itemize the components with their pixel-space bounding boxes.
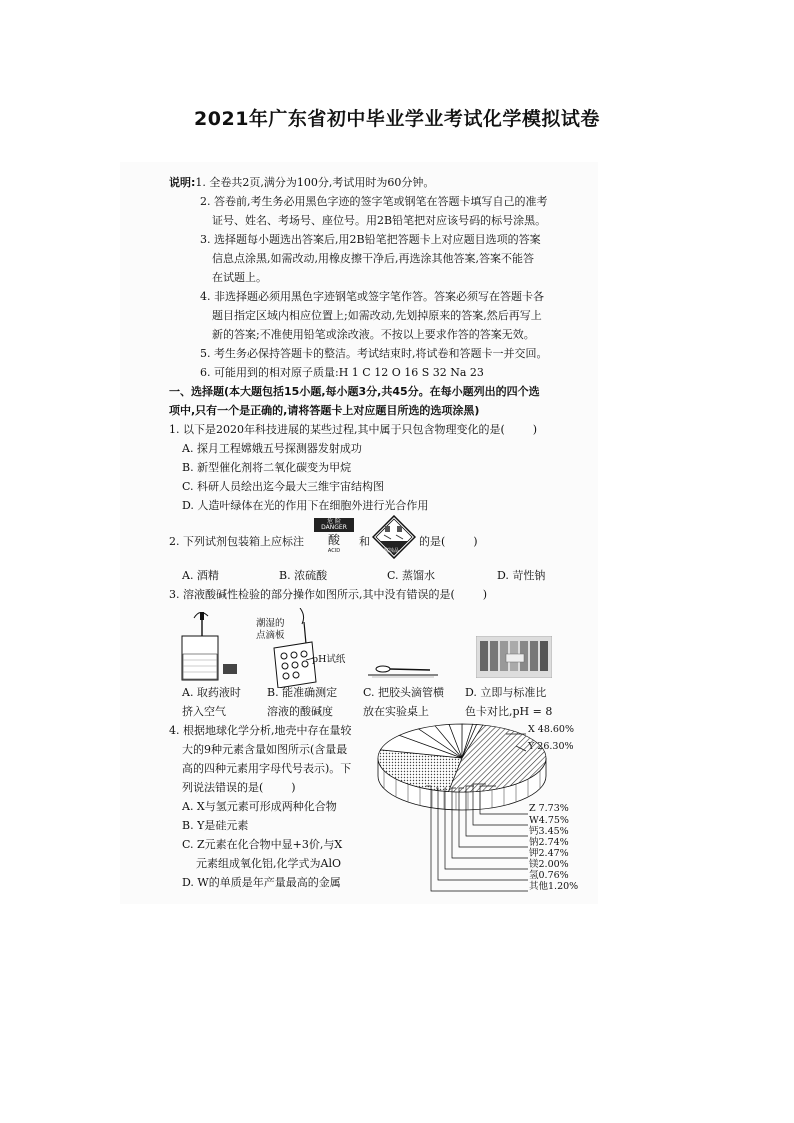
q4-stem-line1: 4. 根据地球化学分析,地壳中存在量较	[169, 724, 352, 737]
acid-label-icon: 危 险 DANGER 酸 ACID	[314, 518, 354, 566]
pie-label-h: 氢0.76%	[529, 870, 569, 881]
q1-option-d: D. 人造叶绿体在光的作用下在细胞外进行光合作用	[182, 499, 429, 512]
pie-label-mg: 镁2.00%	[529, 859, 569, 870]
instructions-item4-line2: 题目指定区域内相应位置上;如需改动,先划掉原来的答案,然后再写上	[212, 309, 542, 322]
instructions-item2-line1: 2. 答卷前,考生务必用黑色字迹的签字笔或钢笔在答题卡填写自己的准考	[200, 195, 548, 208]
q1-stem: 1. 以下是2020年科技进展的某些过程,其中属于只包含物理变化的是( )	[169, 423, 538, 436]
pie-label-w: W4.75%	[529, 815, 569, 826]
q3-option-c-line1: C. 把胶头滴管横	[363, 686, 445, 699]
q4-option-d: D. W的单质是年产量最高的金属	[182, 876, 341, 889]
figure-b-label-plate: 点滴板	[256, 630, 285, 641]
pie-label-k: 钾2.47%	[529, 848, 569, 859]
instructions-item5: 5. 考生务必保持答题卡的整洁。考试结束时,将试卷和答题卡一并交回。	[200, 347, 548, 360]
q4-option-a: A. X与氢元素可形成两种化合物	[182, 800, 337, 813]
pie-label-y: Y 26.30%	[528, 741, 574, 752]
pie-label-ca: 钙3.45%	[529, 826, 569, 837]
pie-label-z: Z 7.73%	[529, 803, 569, 814]
q3-option-c-line2: 放在实验桌上	[363, 705, 429, 718]
q3-option-a-line1: A. 取药液时	[182, 686, 241, 699]
q4-option-c-line1: C. Z元素在化合物中显+3价,与X	[182, 838, 343, 851]
figure-b-label-wet: 潮湿的	[256, 618, 285, 629]
instructions-item2-line2: 证号、姓名、考场号、座位号。用2B铅笔把对应该号码的标号涂黑。	[212, 214, 547, 227]
pie-label-x: X 48.60%	[528, 724, 575, 735]
figure-b-spot-plate-icon	[266, 608, 346, 688]
figure-b-label-ph-paper: pH试纸	[312, 654, 346, 665]
q3-option-b-line1: B. 能准确测定	[267, 686, 338, 699]
instructions-item3-line3: 在试题上。	[212, 271, 267, 284]
q4-option-c-line2: 元素组成氧化铝,化学式为AlO	[196, 857, 341, 870]
pie-label-other: 其他1.20%	[529, 881, 579, 892]
q2-stem-a: 2. 下列试剂包装箱上应标注	[169, 535, 304, 548]
q2-and: 和	[359, 535, 370, 548]
figure-a-dropper-icon	[180, 608, 240, 684]
corrosive-label-text: 腐蚀品	[384, 548, 400, 554]
page-title: 2021年广东省初中毕业学业考试化学模拟试卷	[194, 108, 600, 130]
instructions-item4-line1: 4. 非选择题必须用黑色字迹钢笔或签字笔作答。答案必须写在答题卡各	[200, 290, 544, 303]
q3-option-b-line2: 溶液的酸碱度	[267, 705, 333, 718]
q4-stem-line3: 高的四种元素用字母代号表示)。下	[182, 762, 352, 775]
q4-option-b: B. Y是硅元素	[182, 819, 249, 832]
instructions-label: 说明:	[169, 176, 196, 189]
instructions-item6: 6. 可能用到的相对原子质量:H 1 C 12 O 16 S 32 Na 23	[200, 366, 484, 379]
figure-c-dropper-icon	[368, 660, 438, 680]
q2-option-d: D. 苛性钠	[497, 569, 546, 582]
q4-stem-line2: 大的9种元素含量如图所示(含量最	[182, 743, 348, 756]
q4-stem-line4: 列说法错误的是( )	[182, 781, 296, 794]
q3-option-d-line2: 色卡对比,pH = 8	[465, 705, 553, 718]
section-heading-line1: 一、选择题(本大题包括15小题,每小题3分,共45分。在每小题列出的四个选	[169, 385, 540, 398]
instructions-item3-line1: 3. 选择题每小题选出答案后,用2B铅笔把答题卡上对应题目选项的答案	[200, 233, 541, 246]
pie-label-na: 钠2.74%	[529, 837, 569, 848]
q2-option-b: B. 浓硫酸	[279, 569, 328, 582]
q3-stem: 3. 溶液酸碱性检验的部分操作如图所示,其中没有错误的是( )	[169, 588, 488, 601]
q2-option-a: A. 酒精	[182, 569, 219, 582]
instructions-item4-line3: 新的答案;不准使用铅笔或涂改液。不按以上要求作答的答案无效。	[212, 328, 535, 341]
q2-option-c: C. 蒸馏水	[387, 569, 436, 582]
q1-option-c: C. 科研人员绘出迄今最大三维宇宙结构图	[182, 480, 385, 493]
q3-option-a-line2: 挤入空气	[182, 705, 226, 718]
figure-d-color-chart-icon	[476, 636, 552, 678]
q2-stem-b: 的是( )	[419, 535, 478, 548]
instructions-item3-line2: 信息点涂黑,如需改动,用橡皮擦干净后,再选涂其他答案,答案不能答	[212, 252, 534, 265]
q1-option-a: A. 探月工程嫦娥五号探测器发射成功	[182, 442, 362, 455]
instructions-item1: 说明:1. 全卷共2页,满分为100分,考试用时为60分钟。	[169, 176, 435, 189]
q3-option-d-line1: D. 立即与标准比	[465, 686, 547, 699]
section-heading-line2: 项中,只有一个是正确的,请将答题卡上对应题目所选的选项涂黑)	[169, 404, 480, 417]
q1-option-b: B. 新型催化剂将二氧化碳变为甲烷	[182, 461, 352, 474]
